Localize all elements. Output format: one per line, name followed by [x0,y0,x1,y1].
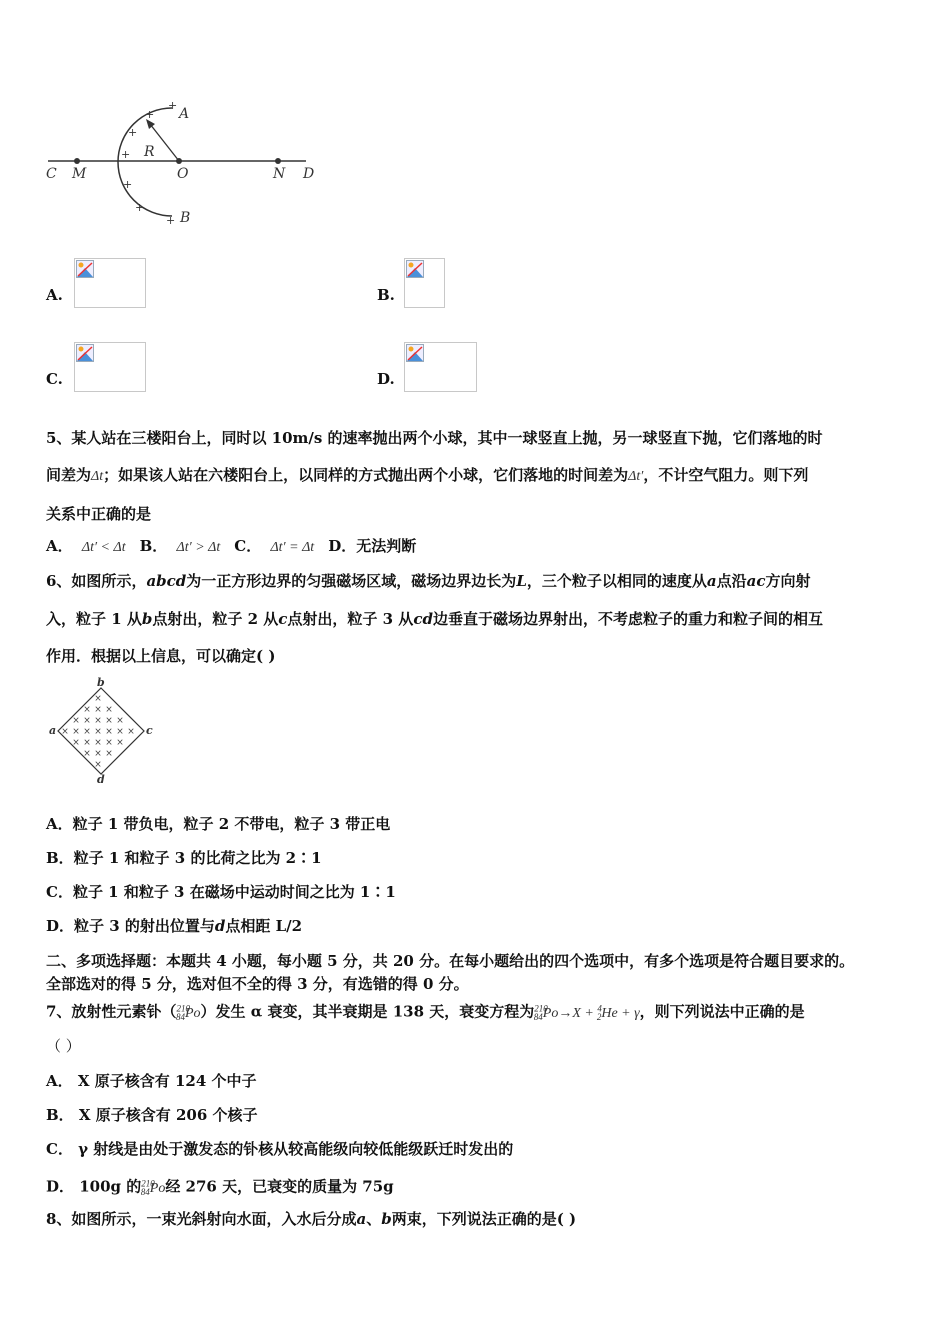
label-A: A [179,106,190,122]
field-x-mark: × [83,716,91,726]
q7-option-b: B． X 原子核含有 206 个核子 [46,1106,258,1124]
q6-option-d: D．粒子 3 的射出位置与d点相距 L/2 [46,917,303,935]
q4-option-a-label: A. [46,286,63,304]
field-x-mark: × [127,727,135,737]
q4-option-b-image[interactable] [404,258,445,308]
svg-text:+: + [135,201,145,214]
section2-line-2: 全部选对的得 5 分，选对但不全的得 3 分，有选错的得 0 分。 [46,975,469,993]
svg-text:b: b [97,676,105,689]
field-x-mark: × [94,716,102,726]
label-R: R [144,144,155,160]
field-x-mark: × [72,738,80,748]
svg-text:+: + [121,148,131,161]
field-x-mark: × [105,705,113,715]
broken-image-icon [76,260,94,278]
q4-option-b-label: B. [377,286,395,304]
label-O: O [177,166,189,182]
q5-dt: Δt [91,469,104,484]
label-N: N [273,166,286,182]
q4-option-a-image[interactable] [74,258,146,308]
field-x-mark: × [94,694,102,704]
field-x-mark: × [116,738,124,748]
svg-text:a: a [49,724,57,737]
plus-charges [121,99,177,227]
q7-line-1: 7、放射性元素钋（$^{210}_{84}$Po）发生 α 衰变，其半衰期是 138 天，衰变方程为$^{210}_{84}$Po→X + $^4_2$He + γ，则下列说法中正确的是 [46,1002,805,1023]
q7-decay-equation: $^{210}_{84}$Po→X + $^4_2$He + γ [533,1003,640,1023]
field-x-mark: × [105,738,113,748]
q4-option-d-image[interactable] [404,342,477,392]
q4-option-d-label: D. [377,370,395,388]
field-x-mark: × [105,716,113,726]
q5-options: A． Δt′ < Δt B． Δt′ > Δt C． Δt′ = Δt D．无法判断 [46,537,417,555]
field-x-mark: × [105,749,113,759]
q6-option-a: A．粒子 1 带负电，粒子 2 不带电，粒子 3 带正电 [46,815,391,833]
label-M: M [72,166,87,182]
field-x-mark: × [94,760,102,770]
q7-option-c: C． γ 射线是由处于激发态的钋核从较高能级向较低能级跃迁时发出的 [46,1140,514,1158]
svg-text:+: + [145,108,155,121]
q6-line-3: 作用．根据以上信息，可以确定( ) [46,647,276,665]
svg-text:c: c [146,724,153,737]
field-x-mark: × [61,727,69,737]
field-x-mark: × [94,705,102,715]
svg-text:+: + [168,99,178,112]
svg-text:+: + [123,178,133,191]
field-x-marks [61,694,135,770]
q7-option-a: A． X 原子核含有 124 个中子 [46,1072,257,1090]
field-x-mark: × [83,749,91,759]
label-B: B [180,210,191,226]
broken-image-icon [406,260,424,278]
field-x-mark: × [72,716,80,726]
q6-line-1: 6、如图所示，abcd为一正方形边界的匀强磁场区域，磁场边界边长为L，三个粒子以相同的速度从a点沿ac方向射 [46,572,811,590]
q5-option-a-math: Δt′ < Δt [81,540,126,555]
q6-option-c: C．粒子 1 和粒子 3 在磁场中运动时间之比为 1∶1 [46,883,396,901]
q7-option-d: D． 100g 的$^{210}_{84}$Po经 276 天，已衰变的质量为 75g [46,1177,394,1198]
q7-answer-paren: （ ） [46,1037,81,1055]
field-x-mark: × [83,738,91,748]
broken-image-icon [76,344,94,362]
label-C: C [46,166,57,182]
field-x-mark: × [94,749,102,759]
svg-text:+: + [128,126,138,139]
field-x-mark: × [83,705,91,715]
field-x-mark: × [83,727,91,737]
semicircle-charge-figure [44,96,324,230]
q5-option-c-math: Δt′ = Δt [270,540,315,555]
field-x-mark: × [116,716,124,726]
broken-image-icon [406,344,424,362]
field-x-mark: × [94,727,102,737]
svg-text:+: + [166,214,176,227]
q6-option-b: B．粒子 1 和粒子 3 的比荷之比为 2∶1 [46,849,322,867]
q4-option-c-image[interactable] [74,342,146,392]
q4-option-c-label: C. [46,370,63,388]
q5-line-1: 5、某人站在三楼阳台上，同时以 10m/s 的速率抛出两个小球，其中一球竖直上抛，另一球竖直下抛，它们落地的时 [46,429,823,447]
q5-line-3: 关系中正确的是 [46,505,152,523]
section2-line-1: 二、多项选择题：本题共 4 小题，每小题 5 分，共 20 分。在每小题给出的四个选项中，有多个选项是符合题目要求的。 [46,952,855,970]
svg-text:d: d [97,773,105,786]
field-x-mark: × [94,738,102,748]
field-x-mark: × [72,727,80,737]
q6-line-2: 入，粒子 1 从b点射出，粒子 2 从c点射出，粒子 3 从cd边垂直于磁场边界射出，不考虑粒子的重力和粒子间的相互 [46,610,823,628]
q5-option-b-math: Δt′ > Δt [176,540,221,555]
magnetic-field-square-figure [46,676,156,786]
q5-line-2: 间差为Δt；如果该人站在六楼阳台上，以同样的方式抛出两个小球，它们落地的时间差为Δt′，不计空气阻力。则下列 [46,466,809,484]
field-x-mark: × [116,727,124,737]
q5-dt-prime: Δt′ [628,469,644,484]
field-x-mark: × [105,727,113,737]
label-D: D [303,166,315,182]
q8-line-1: 8、如图所示，一束光斜射向水面，入水后分成a、b两束，下列说法正确的是( ) [46,1210,577,1228]
